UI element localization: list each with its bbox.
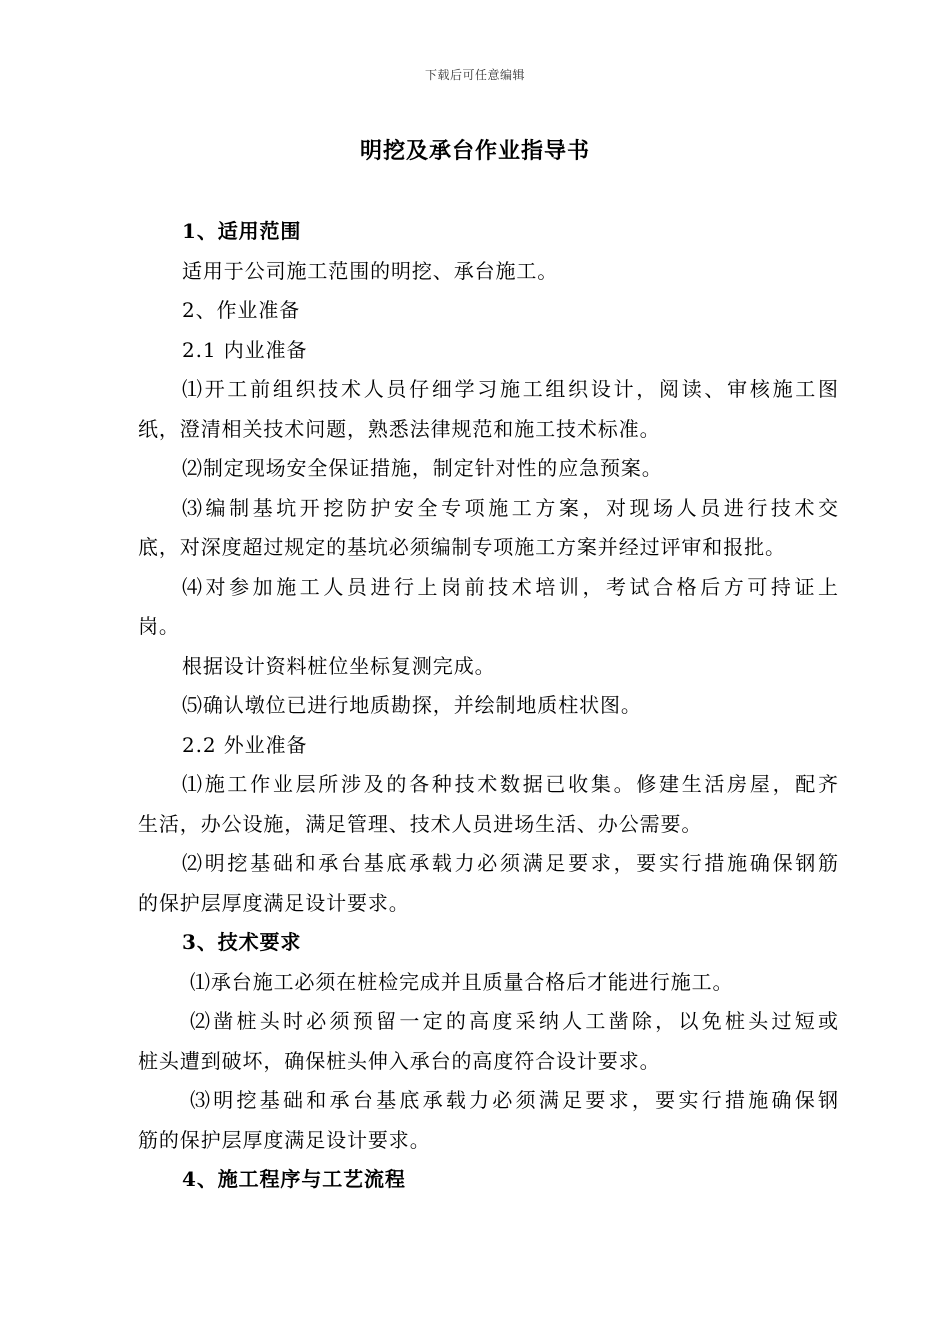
section-2-2-heading: 2.2 外业准备 xyxy=(182,732,308,757)
section-2-1-item-1-line-2: 纸，澄清相关技术问题，熟悉法律规范和施工技术标准。 xyxy=(138,416,661,441)
section-2-2-item-2-line-1: ⑵明挖基础和承台基底承载力必须满足要求，要实行措施确保钢筋 xyxy=(182,851,838,875)
section-2-1-item-4-line-1: ⑷对参加施工人员进行上岗前技术培训，考试合格后方可持证上 xyxy=(182,574,838,599)
section-2-1-heading: 2.1 内业准备 xyxy=(182,337,308,362)
section-3-item-3-line-2: 筋的保护层厚度满足设计要求。 xyxy=(138,1127,431,1152)
section-2-1-item-3-line-2: 底，对深度超过规定的基坑必须编制专项施工方案并经过评审和报批。 xyxy=(138,535,786,559)
section-2-heading: 2、作业准备 xyxy=(182,298,301,322)
section-2-1-note: 根据设计资料桩位坐标复测完成。 xyxy=(182,653,496,678)
section-2-1-item-2: ⑵制定现场安全保证措施，制定针对性的应急预案。 xyxy=(182,456,663,480)
section-2-1-item-5: ⑸确认墩位已进行地质勘探，并绘制地质柱状图。 xyxy=(182,693,642,717)
section-3-heading: 3、技术要求 xyxy=(182,930,302,954)
section-3-item-3-line-1: ⑶明挖基础和承台基底承载力必须满足要求，要实行措施确保钢 xyxy=(190,1088,838,1112)
section-2-1-item-1-line-1: ⑴开工前组织技术人员仔细学习施工组织设计，阅读、审核施工图 xyxy=(182,377,838,401)
document-body xyxy=(138,212,838,1200)
section-2-2-item-2-line-2: 的保护层厚度满足设计要求。 xyxy=(138,890,410,915)
section-1-text: 适用于公司施工范围的明挖、承台施工。 xyxy=(182,258,559,283)
section-2-2-item-1-line-2: 生活，办公设施，满足管理、技术人员进场生活、办公需要。 xyxy=(138,811,703,836)
section-4-heading: 4、施工程序与工艺流程 xyxy=(182,1167,406,1191)
section-3-item-2-line-2: 桩头遭到破坏，确保桩头伸入承台的高度符合设计要求。 xyxy=(138,1048,661,1073)
section-2-2-item-1-line-1: ⑴施工作业层所涉及的各种技术数据已收集。修建生活房屋，配齐 xyxy=(182,772,838,796)
header-note: 下载后可任意编辑 xyxy=(424,68,525,82)
section-2-1-item-4-line-2: 岗。 xyxy=(138,614,180,638)
section-1-heading: 1、适用范围 xyxy=(182,219,302,243)
document-title: 明挖及承台作业指导书 xyxy=(359,138,590,164)
section-3-item-2-line-1: ⑵凿桩头时必须预留一定的高度采纳人工凿除，以免桩头过短或 xyxy=(190,1009,838,1033)
section-3-item-1: ⑴承台施工必须在桩检完成并且质量合格后才能进行施工。 xyxy=(190,969,734,994)
section-2-1-item-3-line-1: ⑶编制基坑开挖防护安全专项施工方案，对现场人员进行技术交 xyxy=(182,495,838,520)
